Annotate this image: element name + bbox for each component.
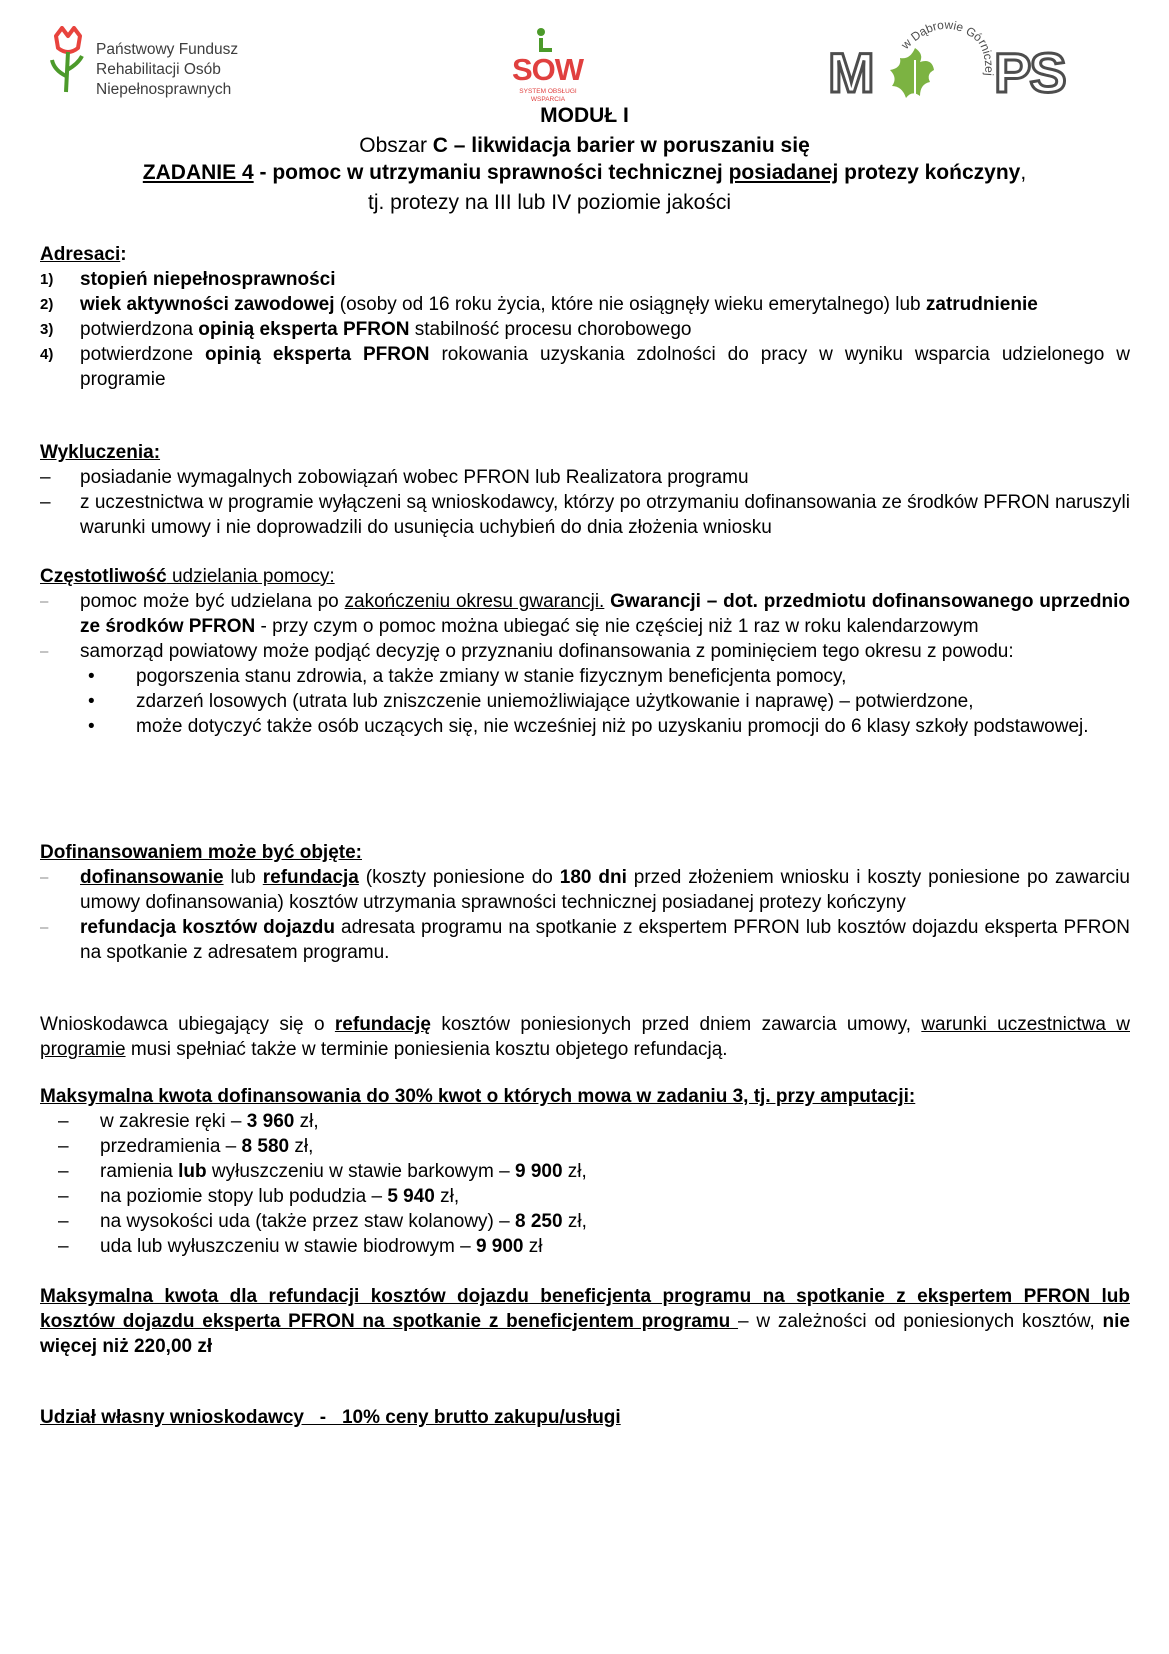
mops-arc-text [898, 20, 1008, 100]
task-text: - pomoc w utrzymaniu sprawności technicznej [253, 161, 729, 184]
task-subtitle: tj. protezy na III lub IV poziomie jakości [368, 191, 731, 214]
list-item: – samorząd powiatowy może podjąć decyzję o przyznaniu dofinansowania z pominięciem tego okresu z powodu: [40, 641, 1014, 662]
list-item: 1) stopień niepełnosprawności [40, 269, 336, 290]
amount-item: – uda lub wyłuszczeniu w stawie biodrowym – 9 900 zł [58, 1236, 543, 1257]
mops-logo [828, 20, 1068, 110]
amount-item: – przedramienia – 8 580 zł, [58, 1136, 314, 1157]
bullet-item: • zdarzeń losowych (utrata lub zniszczenie uniemożliwiające użytkowanie i naprawę) – potwierdzone, [88, 691, 974, 712]
amount-item: – na wysokości uda (także przez staw kolanowy) – 8 250 zł, [58, 1211, 587, 1232]
task-comma: , [1020, 161, 1027, 184]
list-item: – pomoc może być udzielana po zakończeniu okresu gwarancji. Gwarancji – dot. przedmiotu dofinansowanego uprzednio ze środków PFRON - przy czym o pomoc można ubiegać się nie częściej niż 1 raz w roku kalendarzowym [40, 591, 1131, 637]
sow-logo [510, 26, 590, 104]
svg-text:w Dąbrowie Górniczej: w Dąbrowie Górniczej [898, 20, 997, 77]
paragraph-refundacja-dojazdu: Maksymalna kwota dla refundacji kosztów dojazdu beneficjenta programu na spotkanie z ekspertem PFRON lub kosztów dojazdu eksperta PFRON na spotkanie z beneficjentem programu – w zależności od poniesionych kosztów, nie więcej niż 220,00 zł [40, 1286, 1130, 1357]
list-item: 2) wiek aktywności zawodowej (osoby od 16 roku życia, które nie osiągnęły wieku emerytalnego) lub zatrudnienie [40, 294, 1038, 315]
pfron-logo-line: Państwowy Fundusz [96, 41, 239, 58]
pfron-logo-line: Rehabilitacji Osób [96, 61, 221, 78]
section-adresaci [40, 242, 1130, 392]
list-item: – posiadanie wymagalnych zobowiązań wobec PFRON lub Realizatora programu [40, 467, 749, 488]
amount-item: – na poziomie stopy lub podudzia – 5 940 zł, [58, 1186, 460, 1207]
mops-logo-ps: PS [994, 41, 1065, 104]
section-heading: Adresaci: [40, 244, 127, 265]
section-heading: Częstotliwość udzielania pomocy: [40, 566, 335, 587]
bullet-item: • może dotyczyć także osób uczących się, nie wcześniej niż po uzyskaniu promocji do 6 klasy szkoły podstawowej. [88, 716, 1089, 737]
list-item: 3) potwierdzona opinią eksperta PFRON stabilność procesu chorobowego [40, 319, 692, 340]
mops-logo-m: M [828, 41, 875, 104]
amount-item: – w zakresie ręki – 3 960 zł, [58, 1111, 319, 1132]
module-title: MODUŁ I [540, 104, 629, 127]
section-heading: Wykluczenia: [40, 442, 161, 463]
list-item: – dofinansowanie lub refundacja (koszty poniesione do 180 dni przed złożeniem wniosku i koszty poniesione po zawarciu umowy dofinansowania) kosztów utrzymania sprawności technicznej posiadanej protezy kończyny [40, 867, 1130, 913]
pfron-logo [50, 26, 260, 102]
paragraph-udzial-wlasny: Udział własny wnioskodawcy - 10% ceny brutto zakupu/usługi [40, 1407, 621, 1428]
section-czestotliwosc [40, 564, 1130, 739]
pfron-logo-line: Niepełnosprawnych [96, 81, 232, 98]
tulip-icon [50, 26, 90, 96]
list-item: 4) potwierdzone opinią eksperta PFRON rokowania uzyskania zdolności do pracy w wyniku wsparcia udzielonego w programie [40, 344, 1130, 390]
section-dofinansowanie [40, 840, 1130, 965]
task-title [0, 161, 1169, 185]
section-wykluczenia [40, 440, 1130, 540]
area-prefix: Obszar [359, 134, 433, 157]
paragraph-wnioskodawca: Wnioskodawca ubiegający się o refundację kosztów poniesionych przed dniem zawarcia umowy, warunki uczestnictwa w programie musi spełniać także w terminie poniesienia kosztu objetego refundacją. [40, 1014, 1130, 1060]
amount-item: – ramienia lub wyłuszczeniu w stawie barkowym – 9 900 zł, [58, 1161, 587, 1182]
list-item: – refundacja kosztów dojazdu adresata programu na spotkanie z ekspertem PFRON lub kosztów dojazdu eksperta PFRON na spotkanie z adresatem programu. [40, 917, 1130, 963]
list-item: – z uczestnictwa w programie wyłączeni są wnioskodawcy, którzy po otrzymaniu dofinansowania ze środków PFRON naruszyli warunki umowy i nie doprowadzili do usunięcia uchybień do dnia złożenia wniosku [40, 492, 1130, 538]
task-number: ZADANIE 4 [142, 161, 254, 184]
bullet-item: • pogorszenia stanu zdrowia, a także zmiany w stanie fizycznym beneficjenta pomocy, [88, 666, 847, 687]
task-text-end: protezy kończyny [838, 161, 1021, 184]
area-title [0, 134, 1169, 158]
sow-logo-name: SOW [512, 52, 584, 87]
task-emphasis: posiadanej [728, 161, 839, 184]
sow-logo-sub: SYSTEM OBSŁUGI WSPARCIA [519, 88, 577, 103]
section-heading: Dofinansowaniem może być objęte: [40, 842, 362, 863]
section-maks-kwota [40, 1084, 1130, 1259]
section-heading: Maksymalna kwota dofinansowania do 30% kwot o których mowa w zadaniu 3, tj. przy amputacji: [40, 1086, 916, 1107]
area-name: C – likwidacja barier w poruszaniu się [432, 134, 810, 157]
